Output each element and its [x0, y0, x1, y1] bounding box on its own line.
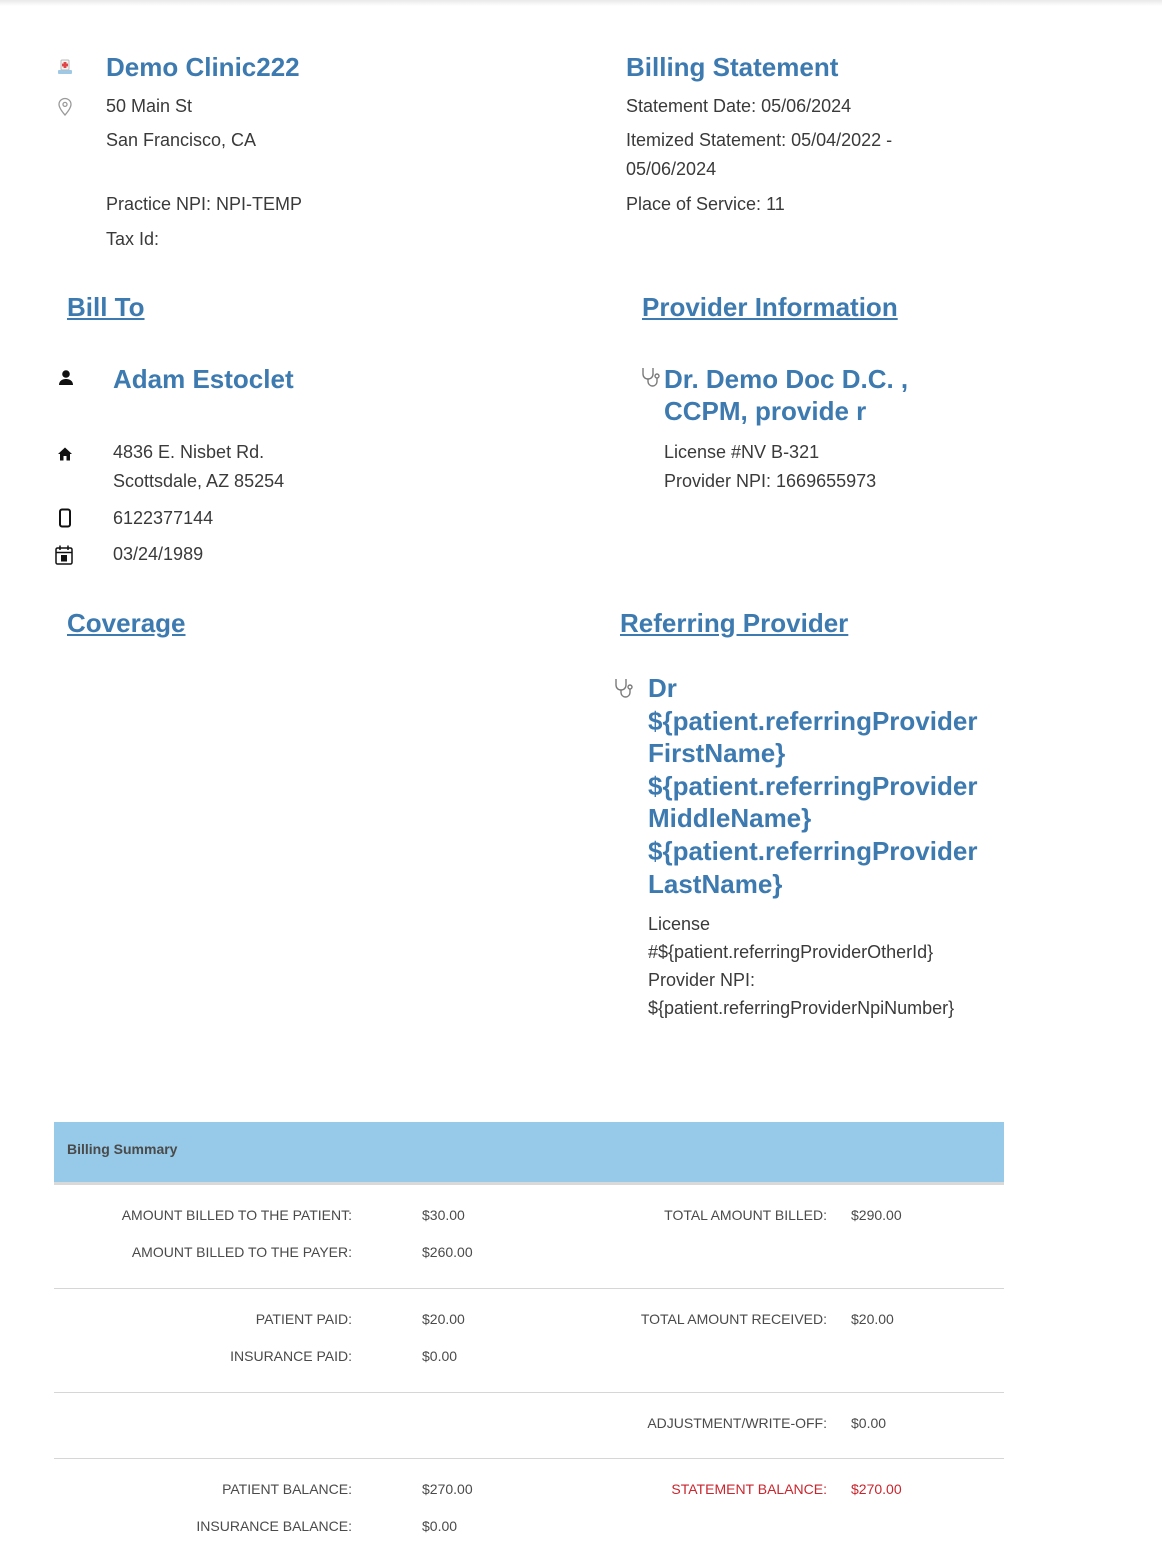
referring-name-line: ${patient.referringProvider — [648, 770, 978, 801]
provider-name-line2: CCPM, provide r — [664, 396, 867, 426]
person-icon — [57, 369, 75, 387]
provider-name-line1: Dr. Demo Doc D.C. , — [664, 364, 909, 394]
place-of-service: Place of Service: 11 — [626, 194, 785, 214]
referring-name-line: ${patient.referringProvider — [648, 705, 978, 736]
home-icon — [57, 446, 73, 462]
itemized-statement-line2: 05/06/2024 — [626, 159, 717, 179]
patient-balance-value: $270.00 — [422, 1481, 473, 1497]
referring-detail-line: #${patient.referringProviderOtherId} — [648, 942, 934, 962]
referring-detail-line: ${patient.referringProviderNpiNumber} — [648, 998, 955, 1018]
referring-provider-details — [648, 910, 954, 1022]
patient-paid-value: $20.00 — [422, 1311, 465, 1327]
amount-billed-patient-label: AMOUNT BILLED TO THE PATIENT: — [121, 1207, 352, 1223]
referring-provider-heading: Referring Provider — [620, 608, 849, 638]
total-billed-value: $290.00 — [851, 1207, 902, 1223]
divider — [54, 1288, 1004, 1289]
referring-provider-name — [648, 672, 1018, 900]
insurance-paid-label: INSURANCE PAID: — [230, 1348, 352, 1364]
amount-billed-payer-label: AMOUNT BILLED TO THE PAYER: — [131, 1244, 352, 1260]
patient-dob: 03/24/1989 — [113, 544, 204, 564]
referring-detail-line: License — [648, 914, 711, 934]
insurance-balance-label: INSURANCE BALANCE: — [196, 1518, 352, 1534]
insurance-balance-value: $0.00 — [422, 1518, 458, 1534]
stethoscope-icon — [640, 366, 662, 388]
referring-name-line: LastName} — [648, 868, 783, 899]
practice-npi: Practice NPI: NPI-TEMP — [106, 194, 303, 214]
provider-info-heading: Provider Information — [642, 292, 898, 322]
statement-title: Billing Statement — [626, 52, 839, 82]
statement-balance-value: $270.00 — [851, 1481, 902, 1497]
clinic-name: Demo Clinic222 — [106, 52, 300, 82]
statement-balance-label: STATEMENT BALANCE: — [671, 1481, 827, 1497]
total-billed-label: TOTAL AMOUNT BILLED: — [664, 1207, 827, 1223]
coverage-heading: Coverage — [67, 608, 186, 638]
clinic-icon — [55, 57, 75, 77]
billing-summary-title: Billing Summary — [67, 1141, 178, 1157]
insurance-paid-value: $0.00 — [422, 1348, 458, 1364]
referring-name-line: Dr — [648, 673, 677, 703]
itemized-statement-line1: Itemized Statement: 05/04/2022 - — [626, 130, 893, 150]
referring-detail-line: Provider NPI: — [648, 970, 756, 990]
provider-npi: Provider NPI: 1669655973 — [664, 471, 877, 491]
clinic-address-line1: 50 Main St — [106, 96, 193, 116]
referring-name-line: MiddleName} — [648, 803, 812, 834]
billing-summary-header — [54, 1122, 1004, 1185]
birthday-calendar-icon — [54, 544, 74, 566]
mobile-phone-icon — [58, 508, 72, 528]
patient-balance-label: PATIENT BALANCE: — [222, 1481, 352, 1497]
total-received-label: TOTAL AMOUNT RECEIVED: — [640, 1311, 827, 1327]
patient-address-line2: Scottsdale, AZ 85254 — [113, 471, 285, 491]
adjustment-value: $0.00 — [851, 1415, 887, 1431]
patient-paid-label: PATIENT PAID: — [255, 1311, 352, 1327]
amount-billed-payer-value: $260.00 — [422, 1244, 473, 1260]
amount-billed-patient-value: $30.00 — [422, 1207, 465, 1223]
patient-address-line1: 4836 E. Nisbet Rd. — [113, 442, 265, 462]
stethoscope-icon — [613, 677, 635, 699]
patient-name: Adam Estoclet — [113, 364, 294, 394]
total-received-value: $20.00 — [851, 1311, 894, 1327]
tax-id: Tax Id: — [106, 229, 160, 249]
adjustment-label: ADJUSTMENT/WRITE-OFF: — [647, 1415, 827, 1431]
referring-name-line: FirstName} — [648, 738, 786, 769]
divider — [54, 1392, 1004, 1393]
bill-to-heading: Bill To — [67, 292, 145, 322]
referring-name-line: ${patient.referringProvider — [648, 835, 978, 866]
statement-date: Statement Date: 05/06/2024 — [626, 96, 852, 116]
top-shadow — [0, 0, 1162, 6]
clinic-address-line2: San Francisco, CA — [106, 130, 257, 150]
location-pin-icon — [56, 97, 74, 117]
patient-phone: 6122377144 — [113, 508, 214, 528]
provider-license: License #NV B-321 — [664, 442, 820, 462]
divider — [54, 1458, 1004, 1459]
